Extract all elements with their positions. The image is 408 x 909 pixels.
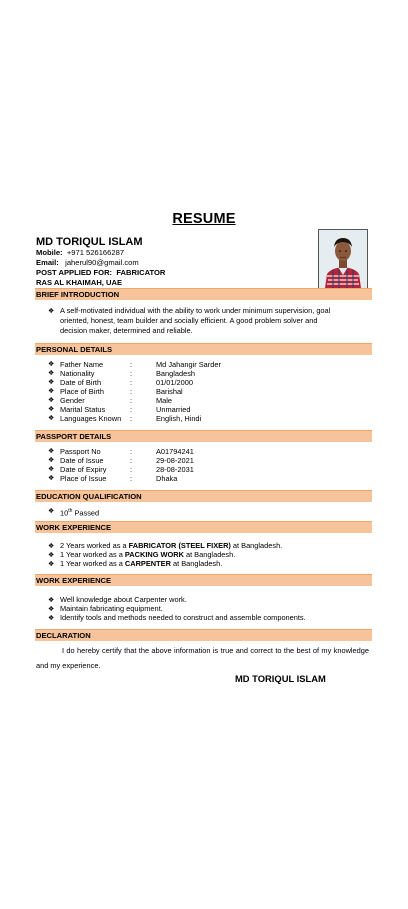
detail-value: English, Hindi xyxy=(156,414,202,423)
email-line xyxy=(36,258,139,267)
brief-line: decision maker, determined and reliable. xyxy=(60,326,193,335)
section-title: DECLARATION xyxy=(36,631,91,640)
location-line xyxy=(36,278,122,287)
detail-colon: : xyxy=(130,465,133,474)
detail-colon: : xyxy=(130,369,133,378)
section-title: BRIEF INTRODUCTION xyxy=(36,290,120,299)
detail-label: Gender xyxy=(60,396,85,405)
work-item xyxy=(60,559,222,569)
bullet-icon: ❖ xyxy=(48,388,55,395)
detail-colon: : xyxy=(130,447,133,456)
personal-row-marital xyxy=(48,405,348,414)
resume-title: RESUME xyxy=(172,211,236,227)
detail-value: 28-08-2031 xyxy=(156,465,194,474)
detail-value: Unmarried xyxy=(156,405,191,414)
location-value: RAS AL KHAIMAH, UAE xyxy=(36,278,123,287)
passport-row-issue-place xyxy=(48,474,348,483)
detail-colon: : xyxy=(130,360,133,369)
mobile-line xyxy=(36,248,124,257)
email-label: Email: xyxy=(36,258,59,267)
detail-value: 01/01/2000 xyxy=(156,378,193,387)
bullet-icon: ❖ xyxy=(48,561,55,568)
bullet-icon: ❖ xyxy=(48,379,55,386)
email-value: jaherul90@gmail.com xyxy=(65,258,139,267)
detail-value: Md Jahangir Sarder xyxy=(156,360,221,369)
detail-colon: : xyxy=(130,387,133,396)
bullet-icon: ❖ xyxy=(48,475,55,482)
detail-label: Languages Known xyxy=(60,414,122,423)
post-value: FABRICATOR xyxy=(116,268,166,277)
passport-row-expiry-date xyxy=(48,465,348,474)
detail-label: Date of Issue xyxy=(60,456,104,465)
bullet-icon: ❖ xyxy=(48,552,55,559)
section-title: PASSPORT DETAILS xyxy=(36,432,112,441)
mobile-label: Mobile: xyxy=(36,248,63,257)
section-header-work xyxy=(35,521,372,533)
bullet-icon: ❖ xyxy=(48,397,55,404)
section-header-work-skills xyxy=(35,574,372,586)
mobile-value: +971 526166287 xyxy=(66,248,125,257)
detail-colon: : xyxy=(130,414,133,423)
section-header-brief xyxy=(35,288,372,300)
bullet-icon: ❖ xyxy=(48,415,55,422)
work-item-location: at Bangladesh. xyxy=(230,541,283,550)
bullet-icon: ❖ xyxy=(48,457,55,464)
education-item xyxy=(60,506,99,518)
bullet-icon: ❖ xyxy=(48,370,55,377)
detail-colon: : xyxy=(130,474,133,483)
detail-colon: : xyxy=(130,456,133,465)
detail-label: Marital Status xyxy=(60,405,106,414)
detail-value: 29-08-2021 xyxy=(156,456,194,465)
section-header-declaration xyxy=(35,629,372,641)
bullet-icon: ❖ xyxy=(48,361,55,368)
skill-item: Maintain fabricating equipment. xyxy=(60,604,163,613)
candidate-name: MD TORIQUL ISLAM xyxy=(36,236,143,248)
declaration-text: I do hereby certify that the above information is true and correct to the best of my knowledge and my experience. xyxy=(36,646,369,670)
detail-label: Date of Birth xyxy=(60,378,102,387)
work-item-text: 2 Years worked as a xyxy=(60,541,129,550)
education-grade-suffix: th xyxy=(68,508,73,514)
bullet-icon: ❖ xyxy=(48,508,55,515)
brief-line: A self-motivated individual with the ability to work under minimum supervision, goal xyxy=(60,306,331,315)
post-label: POST APPLIED FOR: xyxy=(36,268,113,277)
section-header-personal xyxy=(35,343,372,355)
work-item-role: FABRICATOR (STEEL FIXER) xyxy=(128,541,231,550)
personal-row-father xyxy=(48,360,348,369)
skill-item: Identify tools and methods needed to construct and assemble components. xyxy=(60,613,306,622)
section-title: EDUCATION QUALIFICATION xyxy=(36,492,142,501)
education-grade: 10 xyxy=(60,508,69,518)
personal-row-languages xyxy=(48,414,348,423)
brief-line: oriented, honest, team builder and socially efficient. A good problem solver and xyxy=(60,316,318,325)
passport-row-issue-date xyxy=(48,456,348,465)
detail-label: Father Name xyxy=(60,360,104,369)
work-item-location: at Bangladesh. xyxy=(183,550,236,559)
work-item-role: CARPENTER xyxy=(124,559,171,568)
detail-value: Bangladesh xyxy=(156,369,196,378)
bullet-icon: ❖ xyxy=(48,448,55,455)
detail-label: Date of Expiry xyxy=(60,465,107,474)
post-line xyxy=(36,268,165,277)
profile-photo xyxy=(318,229,368,289)
detail-label: Passport No xyxy=(60,447,101,456)
bullet-icon: ❖ xyxy=(48,308,55,315)
detail-label: Place of Birth xyxy=(60,387,104,396)
detail-value: Barishal xyxy=(156,387,183,396)
personal-row-dob xyxy=(48,378,348,387)
passport-row-number xyxy=(48,447,348,456)
detail-value: A01794241 xyxy=(156,447,194,456)
work-item-text: 1 Year worked as a xyxy=(60,559,125,568)
personal-row-nationality xyxy=(48,369,348,378)
signature-name: MD TORIQUL ISLAM xyxy=(235,673,326,684)
detail-label: Nationality xyxy=(60,369,95,378)
work-item-role: PACKING WORK xyxy=(124,550,184,559)
detail-value: Dhaka xyxy=(156,474,178,483)
profile-photo-image xyxy=(319,230,367,288)
bullet-icon: ❖ xyxy=(48,615,55,622)
detail-colon: : xyxy=(130,405,133,414)
bullet-icon: ❖ xyxy=(48,466,55,473)
section-header-education xyxy=(35,490,372,502)
detail-label: Place of Issue xyxy=(60,474,107,483)
section-title: PERSONAL DETAILS xyxy=(36,345,113,354)
skill-item: Well knowledge about Carpenter work. xyxy=(60,595,187,604)
bullet-icon: ❖ xyxy=(48,543,55,550)
bullet-icon: ❖ xyxy=(48,606,55,613)
detail-colon: : xyxy=(130,396,133,405)
bullet-icon: ❖ xyxy=(48,597,55,604)
personal-row-gender xyxy=(48,396,348,405)
education-status: Passed xyxy=(72,508,100,518)
personal-row-pob xyxy=(48,387,348,396)
work-item-text: 1 Year worked as a xyxy=(60,550,125,559)
work-item-location: at Bangladesh. xyxy=(170,559,223,568)
detail-colon: : xyxy=(130,378,133,387)
section-header-passport xyxy=(35,430,372,442)
bullet-icon: ❖ xyxy=(48,406,55,413)
detail-value: Male xyxy=(156,396,173,405)
section-title: WORK EXPERIENCE xyxy=(36,523,112,532)
section-title: WORK EXPERIENCE xyxy=(36,576,112,585)
